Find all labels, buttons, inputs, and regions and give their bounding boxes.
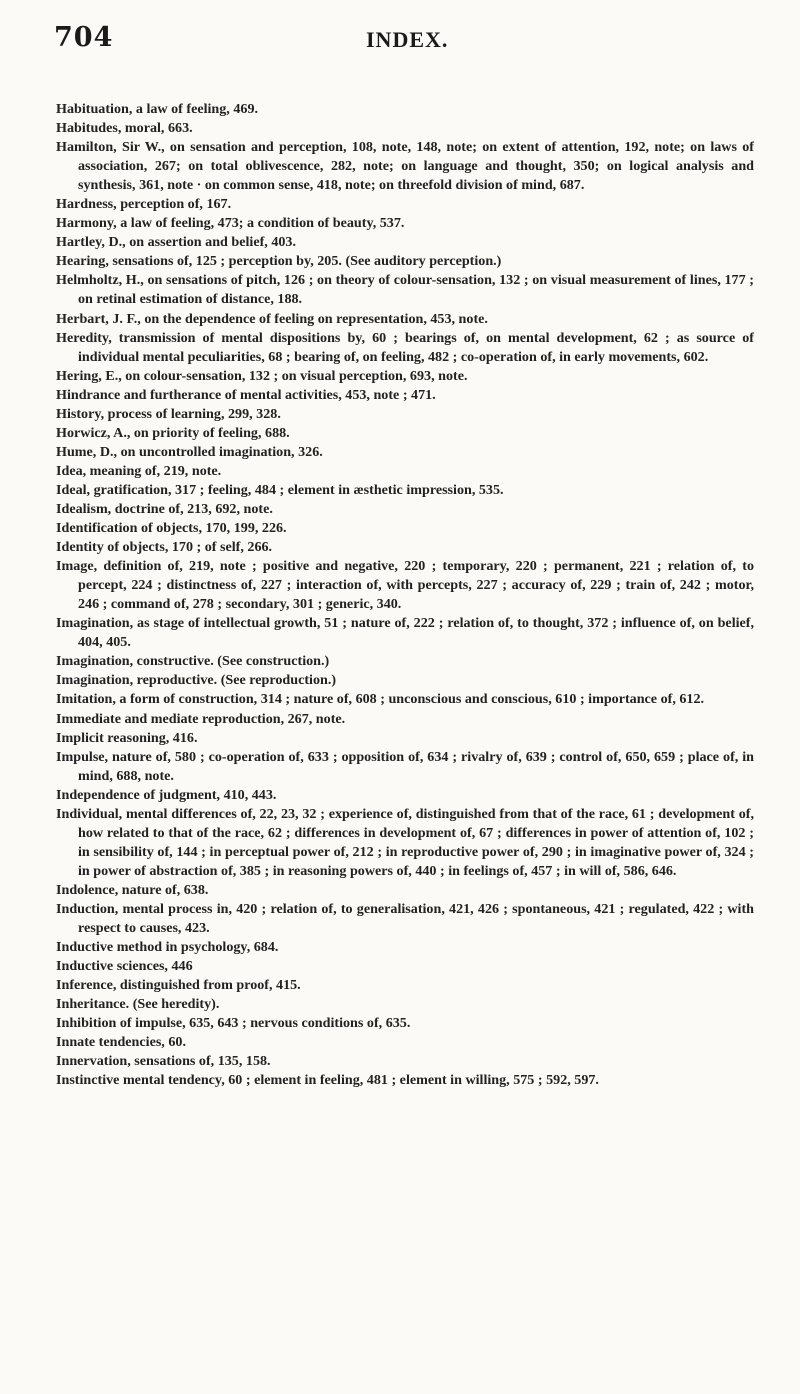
index-entry: Individual, mental differences of, 22, 23, 32 ; experience of, distinguished from that of the race, 61 ; development of, how related to that of the race, 62 ; differences in development of, 67 ; differences in power of attention of, 102 ; in sensibility of, 144 ; in perceptual power of, 212 ; in reproductive power of, 290 ; in imaginative power of, 324 ; in power of abstraction of, 385 ; in reasoning powers of, 440 ; in feelings of, 457 ; in will of, 586, 646. (56, 805, 754, 879)
index-entry: Hartley, D., on assertion and belief, 403. (56, 234, 296, 251)
index-entry: Idealism, doctrine of, 213, 692, note. (56, 500, 273, 517)
index-entry: Hamilton, Sir W., on sensation and perception, 108, note, 148, note; on extent of attention, 192, note; on laws of association, 267; on total oblivescence, 282, note; on language and thought, 350; on logical analysis and synthesis, 361, note · on common sense, 418, note; on threefold division of mind, 687. (56, 139, 754, 194)
index-entry: Imagination, constructive. (See construction.) (56, 653, 330, 670)
index-entry: Innervation, sensations of, 135, 158. (56, 1053, 271, 1070)
index-entry: Innate tendencies, 60. (56, 1034, 186, 1051)
index-entry: Immediate and mediate reproduction, 267, note. (56, 710, 346, 727)
index-entry: History, process of learning, 299, 328. (56, 405, 281, 422)
index-entry: Habitudes, moral, 663. (56, 120, 193, 137)
index-entry: Inductive method in psychology, 684. (56, 939, 279, 956)
index-entry: Heredity, transmission of mental dispositions by, 60 ; bearings of, on mental development, 62 ; as source of individual mental peculiarities, 68 ; bearing of, on feeling, 482 ; co-operation of, in early movements, 602. (56, 329, 754, 365)
page-header (54, 22, 754, 66)
index-entry: Imagination, as stage of intellectual growth, 51 ; nature of, 222 ; relation of, to thought, 372 ; influence of, on belief, 404, 405. (56, 615, 754, 651)
index-entry: Imitation, a form of construction, 314 ; nature of, 608 ; unconscious and conscious, 610 ; importance of, 612. (56, 691, 705, 708)
page-number: 704 (54, 22, 114, 53)
index-entry: Identity of objects, 170 ; of self, 266. (56, 539, 273, 556)
running-head: INDEX. (366, 27, 449, 52)
index-entry: Habituation, a law of feeling, 469. (56, 101, 259, 117)
index-entry: Inheritance. (See heredity). (56, 996, 220, 1013)
index-entry: Hardness, perception of, 167. (56, 196, 232, 213)
index-entry: Ideal, gratification, 317 ; feeling, 484 ; element in æsthetic impression, 535. (56, 481, 504, 498)
index-entry: Image, definition of, 219, note ; positive and negative, 220 ; temporary, 220 ; permanent, 221 ; relation of, to percept, 224 ; distinctness of, 227 ; interaction of, with percepts, 227 ; accuracy of, 229 ; train of, 242 ; motor, 246 ; command of, 278 ; secondary, 301 ; generic, 340. (56, 558, 754, 613)
index-entry: Imagination, reproductive. (See reproduction.) (56, 672, 337, 689)
index-entry: Impulse, nature of, 580 ; co-operation of, 633 ; opposition of, 634 ; rivalry of, 639 ; control of, 650, 659 ; place of, in mind, 688, note. (56, 748, 754, 784)
index-entry: Identification of objects, 170, 199, 226. (56, 520, 287, 537)
index-entry: Implicit reasoning, 416. (56, 729, 198, 746)
index-entry: Inductive sciences, 446 (56, 958, 193, 975)
index-entry: Inhibition of impulse, 635, 643 ; nervous conditions of, 635. (56, 1015, 411, 1032)
index-entries (56, 100, 754, 1090)
index-entry: Horwicz, A., on priority of feeling, 688. (56, 424, 290, 441)
index-entry: Inference, distinguished from proof, 415. (56, 977, 301, 994)
index-entry: Hering, E., on colour-sensation, 132 ; on visual perception, 693, note. (56, 367, 468, 384)
index-entry: Helmholtz, H., on sensations of pitch, 126 ; on theory of colour-sensation, 132 ; on visual measurement of lines, 177 ; on retinal estimation of distance, 188. (56, 272, 754, 308)
index-entry: Harmony, a law of feeling, 473; a condition of beauty, 537. (56, 215, 405, 232)
index-entry: Hume, D., on uncontrolled imagination, 326. (56, 443, 323, 460)
index-entry: Instinctive mental tendency, 60 ; element in feeling, 481 ; element in willing, 575 ; 592, 597. (56, 1072, 599, 1089)
index-entry: Hindrance and furtherance of mental activities, 453, note ; 471. (56, 386, 436, 403)
index-entry: Independence of judgment, 410, 443. (56, 786, 277, 803)
index-entry: Hearing, sensations of, 125 ; perception by, 205. (See auditory perception.) (56, 253, 502, 270)
index-entry: Induction, mental process in, 420 ; relation of, to generalisation, 421, 426 ; spontaneous, 421 ; regulated, 422 ; with respect to causes, 423. (56, 900, 754, 937)
index-entry: Idea, meaning of, 219, note. (56, 462, 222, 479)
index-entry: Herbart, J. F., on the dependence of feeling on representation, 453, note. (56, 310, 488, 327)
index-entry: Indolence, nature of, 638. (56, 881, 209, 898)
